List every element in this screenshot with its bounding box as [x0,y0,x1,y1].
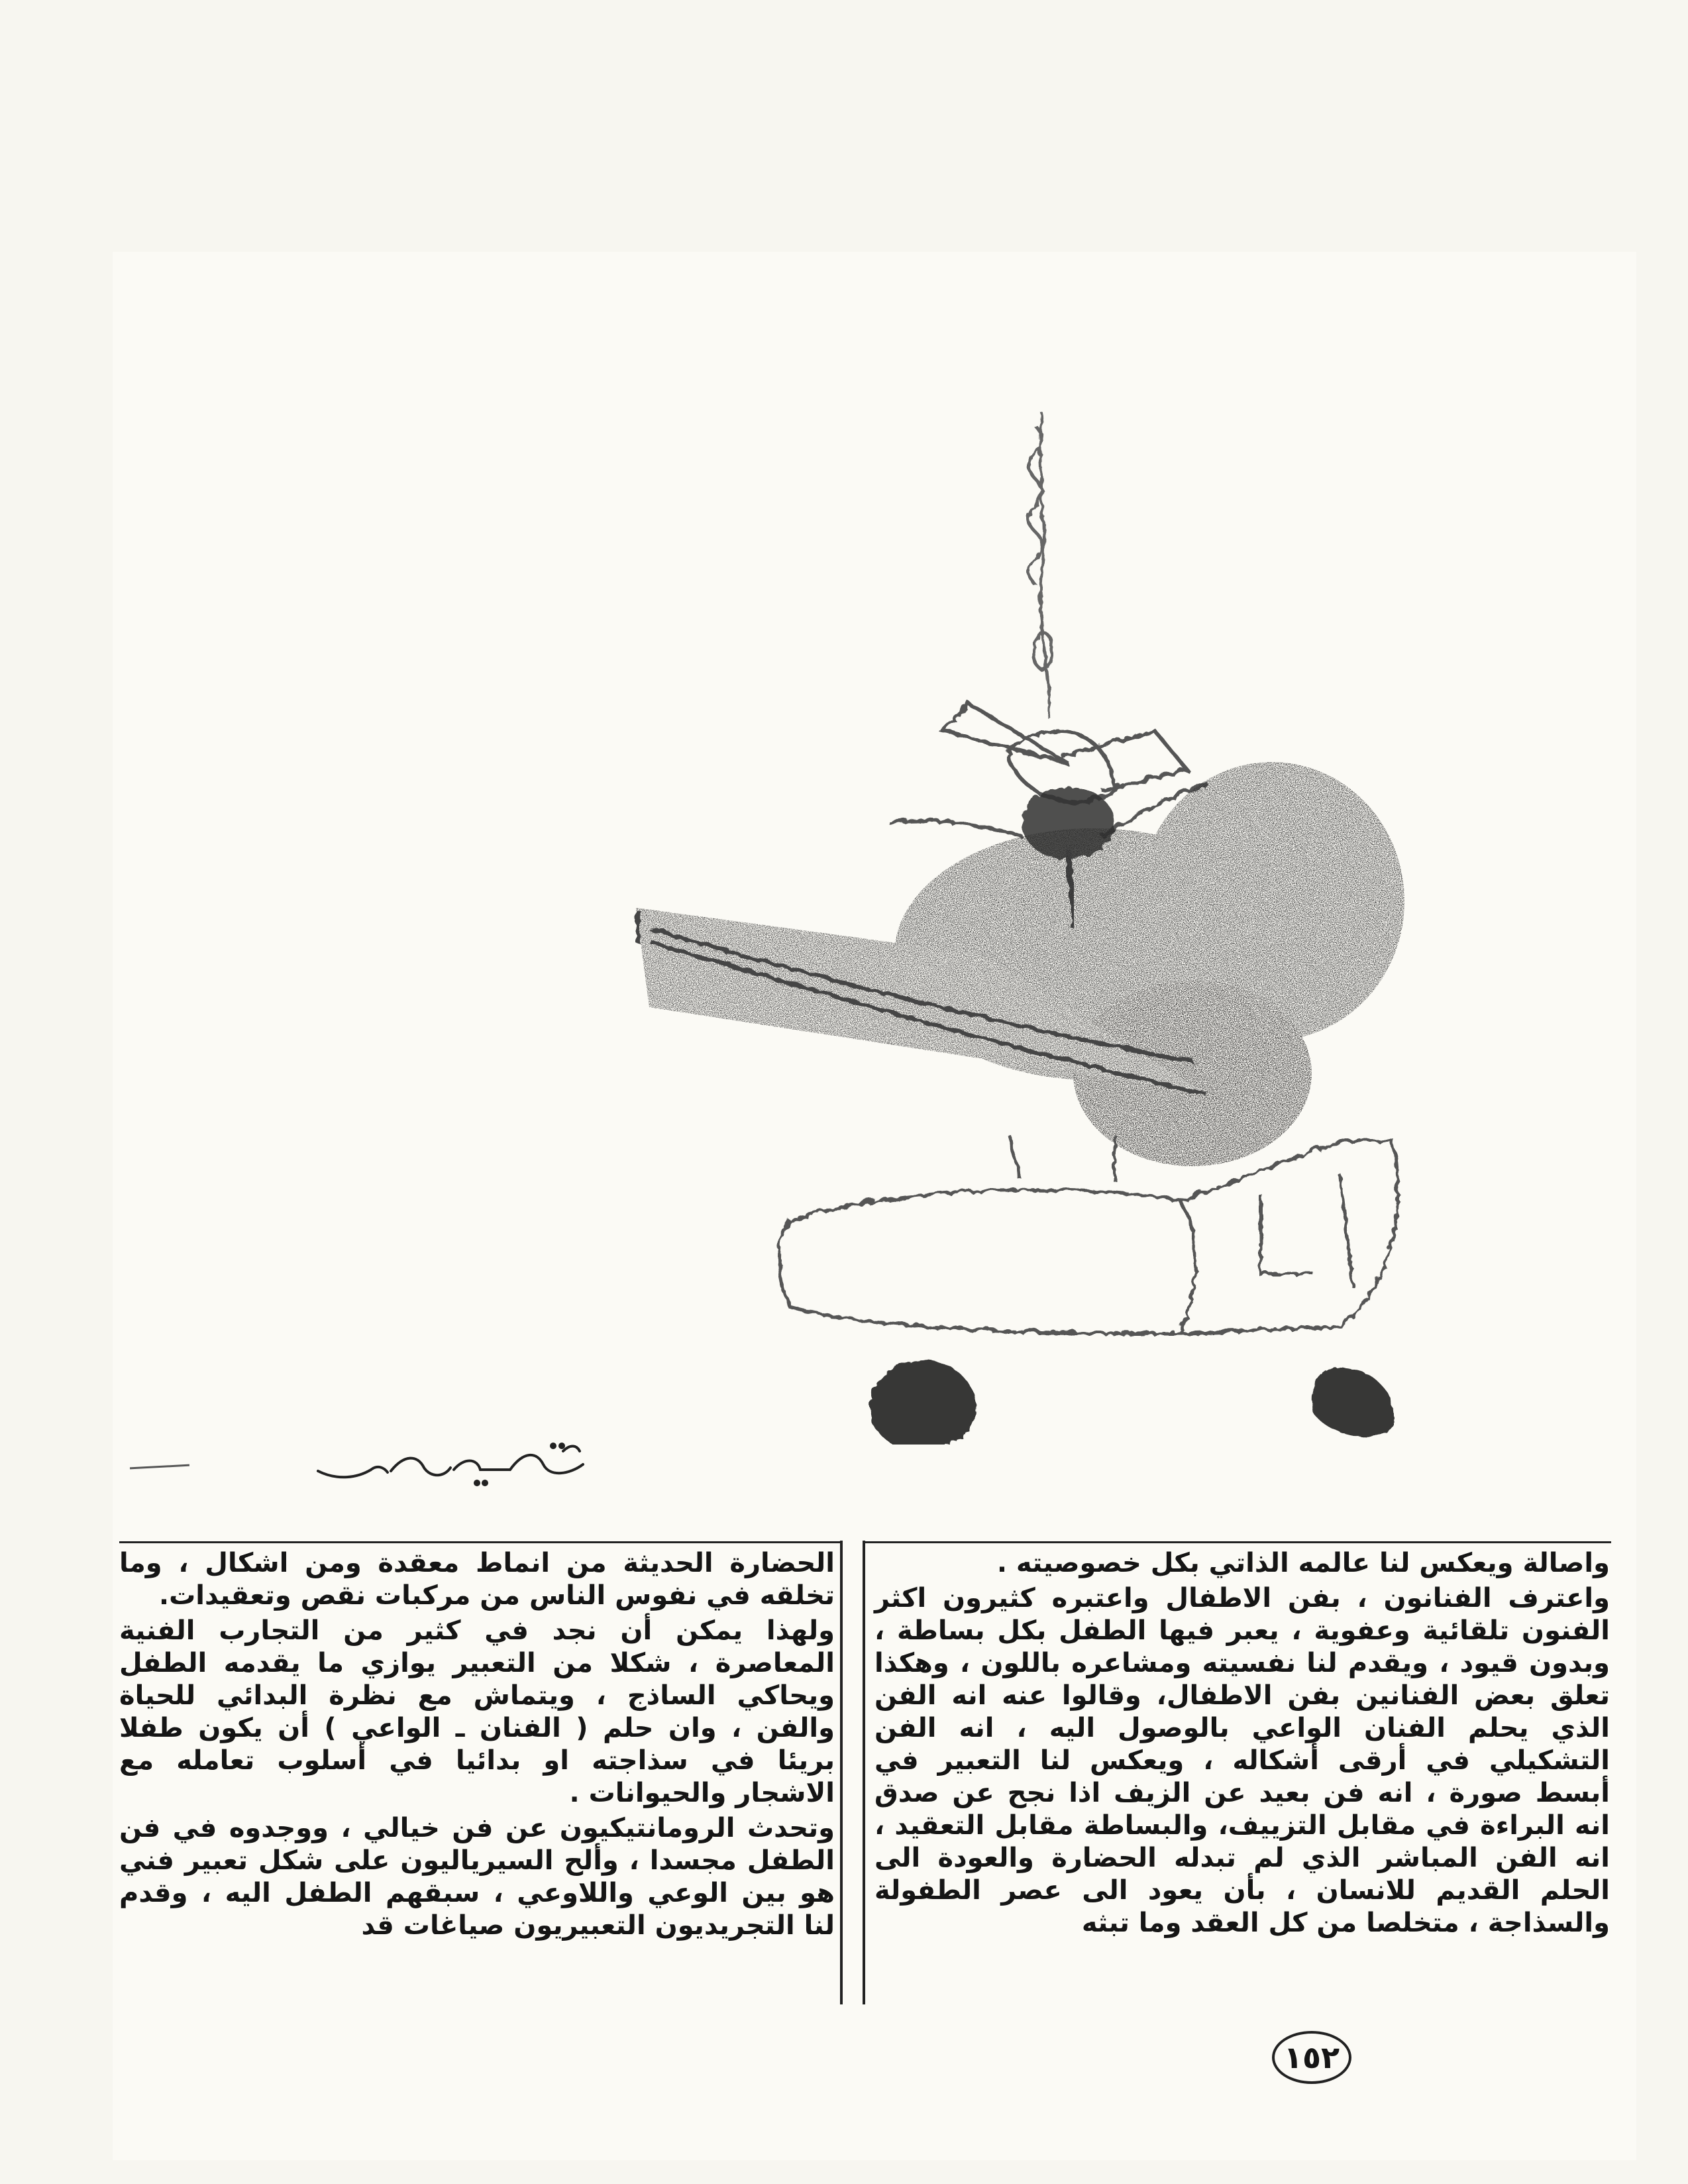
paragraph: واعترف الفنانون ، بفن الاطفال واعتبره كثيرون اكثر الفنون تلقائية وعفوية ، يعبر فيها الطفل بكل بساطة ، وبدون قيود ، ويقدم لنا نفسيته ومشاعره باللون ، وهكذا تعلق بعض الفنانين بفن الاطفال، وقالوا عنه انه الفن الذي يحلم الفنان الواعي بالوصول اليه ، انه الفن التشكيلي في أرقى أشكاله ، ويعكس لنا التعبير في أبسط صورة ، انه فن بعيد عن الزيف اذا نجح عن صدق انه البراءة في مقابل التزييف، والبساطة مقابل التعقيد ، انه الفن المباشر الذي لم تبدله الحضارة والعودة الى الحلم القديم للانسان ، بأن يعود الى عصر الطفولة والسذاجة ، متخلصا من كل العقد وما تبثه [874,1583,1610,1938]
child-drawing-tree-cart-illustration [609,358,1590,1445]
signature-handwriting-icon [311,1431,590,1491]
column-divider-left [840,1541,843,2004]
signature [311,1431,590,1491]
paragraph: واصالة ويعكس لنا عالمه الذاتي بكل خصوصيته . [996,1548,1610,1578]
column-rule-top-left [119,1541,841,1543]
page-number: ١٥٢ [1272,2031,1351,2084]
article-column-right [874,1547,1610,1985]
child-drawing-illustration [609,358,1590,1445]
article-column-left [119,1547,835,1985]
column-rule-top-right [863,1541,1611,1543]
paragraph: الحضارة الحديثة من انماط معقدة ومن اشكال ، وما تخلقه في نفوس الناس من مركبات نقص وتعقيدات. [119,1548,835,1611]
paragraph: ولهذا يمكن أن نجد في كثير من التجارب الفنية المعاصرة ، شكلا من التعبير يوازي ما يقدمه الطفل ويحاكي الساذج ، ويتماش مع نظرة البدائي للحياة والفن ، وان حلم ( الفنان ـ الواعي ) أن يكون طفلا بريئا في سذاجته او بدائيا في أسلوب تعامله مع الاشجار والحيوانات . [119,1615,835,1808]
column-divider-right [863,1541,865,2004]
paragraph: وتحدث الرومانتيكيون عن فن خيالي ، ووجدوه في فن الطفل مجسدا ، وألح السيرياليون على شكل تعبير فني هو بين الوعي واللاوعي ، سبقهم الطفل اليه ، وقدم لنا التجريديون التعبيريون صياغات قد [119,1813,835,1941]
